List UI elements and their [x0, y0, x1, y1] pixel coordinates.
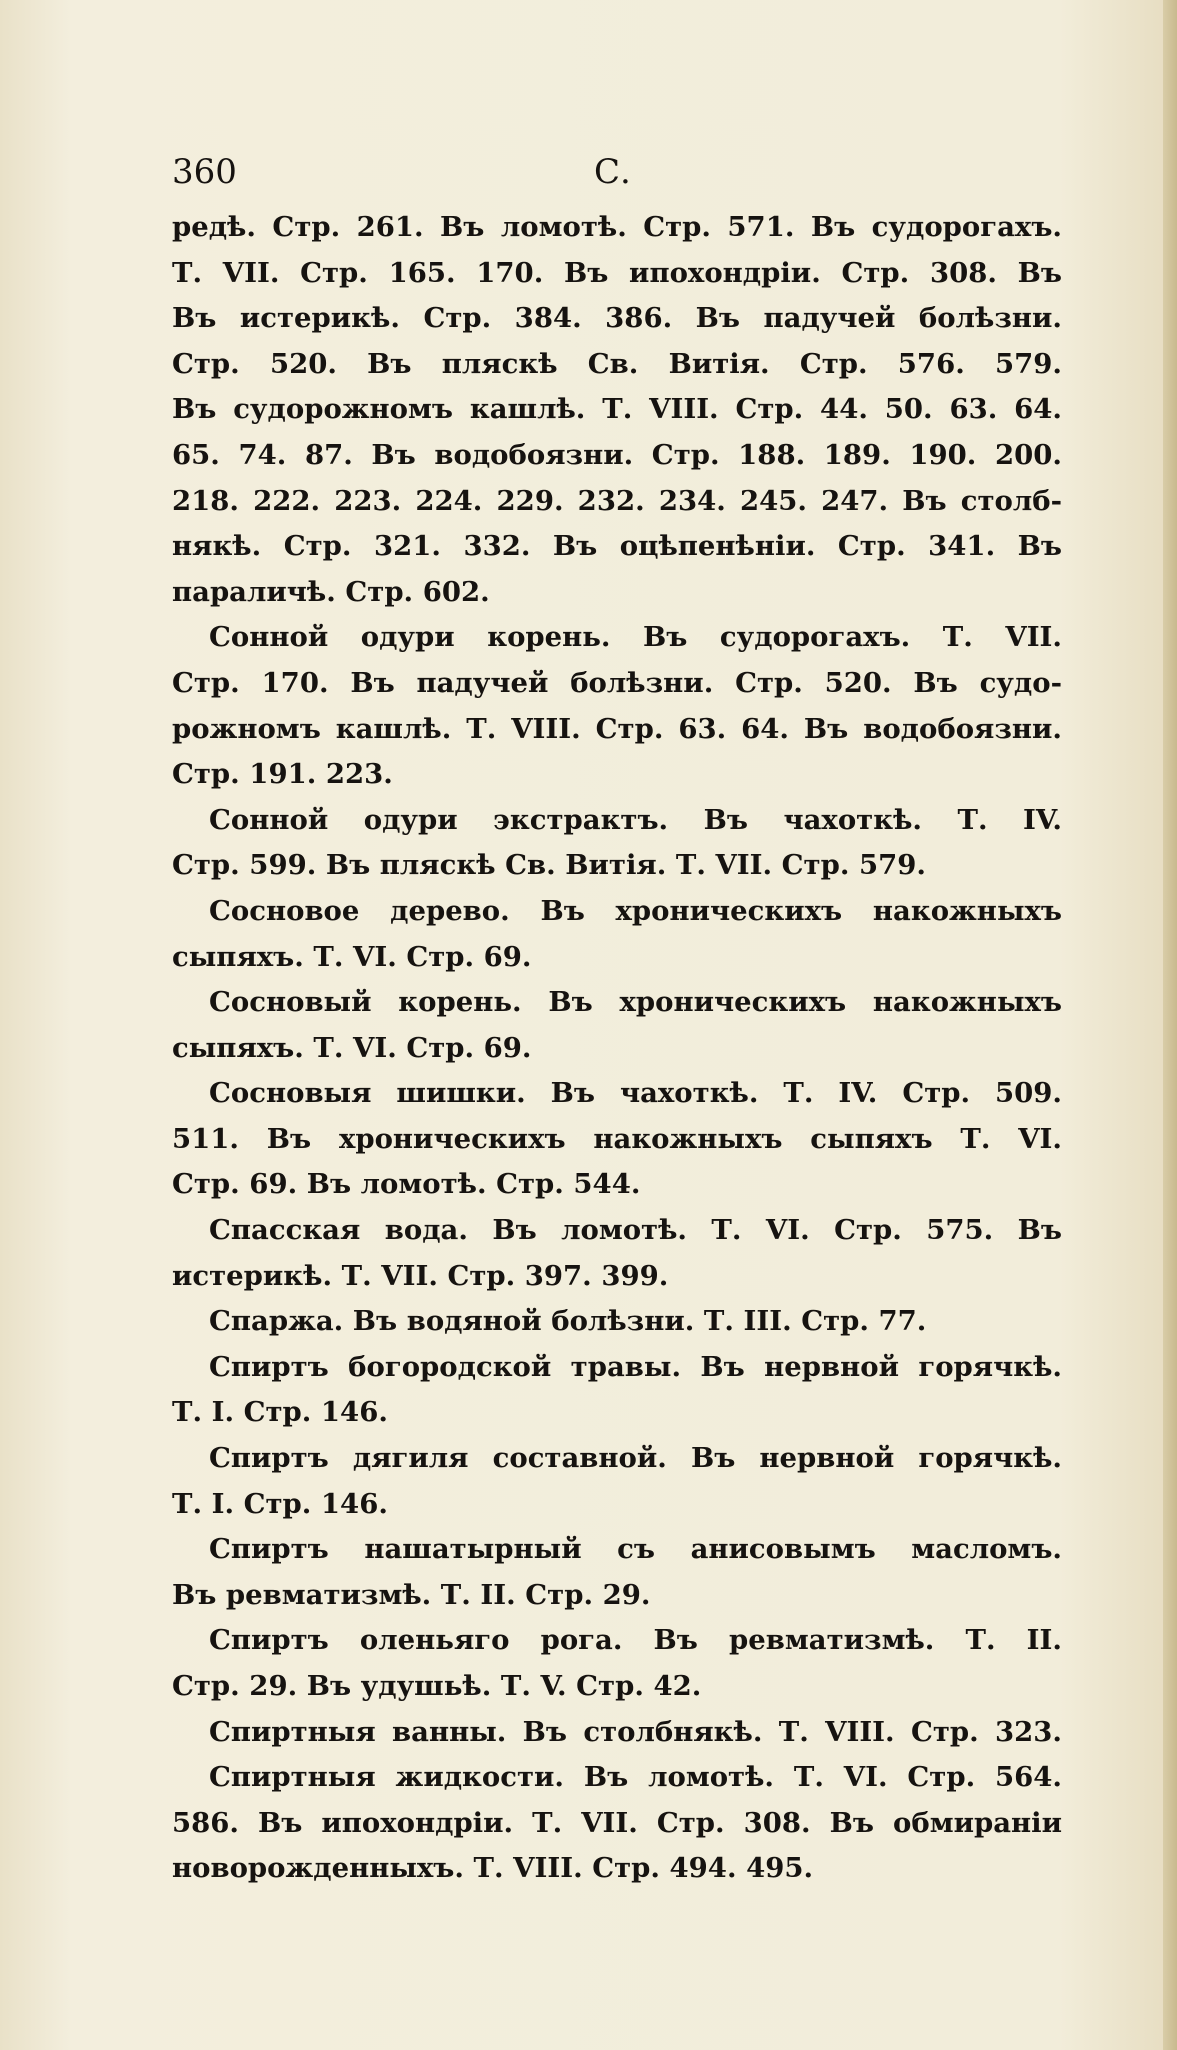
entry-first-line: Сонной одури корень. Въ судорогахъ. Т. VII.: [209, 621, 1062, 654]
index-text: [172, 205, 1062, 1892]
entry-first-line: Спиртъ богородской травы. Въ нервной горячкѣ.: [209, 1350, 1062, 1383]
text-line: рожномъ кашлѣ. Т. VIII. Стр. 63. 64. Въ водобоязни.: [172, 712, 1062, 745]
page-number: 360: [172, 152, 237, 192]
entry-first-line: Спиртныя ванны. Въ столбнякѣ. Т. VIII. Стр. 323.: [209, 1715, 1062, 1748]
text-line: Стр. 520. Въ пляскѣ Св. Витія. Стр. 576. 579.: [172, 347, 1062, 380]
page-edge: [1163, 0, 1177, 2050]
text-line: 218. 222. 223. 224. 229. 232. 234. 245. 247. Въ столб-: [172, 484, 1062, 517]
entry-first-line: Сосновое дерево. Въ хроническихъ накожныхъ: [209, 894, 1062, 927]
running-header: [172, 152, 1062, 202]
text-line: Въ судорожномъ кашлѣ. Т. VIII. Стр. 44. 50. 63. 64.: [172, 393, 1062, 426]
text-line: Т. VII. Стр. 165. 170. Въ ипохондріи. Стр. 308. Въ: [172, 256, 1062, 289]
text-line: Стр. 599. Въ пляскѣ Св. Витія. Т. VII. Стр. 579.: [172, 849, 926, 882]
text-line: 586. Въ ипохондріи. Т. VII. Стр. 308. Въ обмираніи: [172, 1806, 1062, 1839]
entry-first-line: Сосновый корень. Въ хроническихъ накожныхъ: [209, 986, 1062, 1019]
text-line: новорожденныхъ. Т. VIII. Стр. 494. 495.: [172, 1852, 814, 1885]
entry-first-line: Сосновыя шишки. Въ чахоткѣ. Т. IV. Стр. 509.: [209, 1077, 1062, 1110]
text-line: някѣ. Стр. 321. 332. Въ оцѣпенѣніи. Стр. 341. Въ: [172, 530, 1062, 563]
text-line: 65. 74. 87. Въ водобоязни. Стр. 188. 189. 190. 200.: [172, 438, 1062, 471]
entry-first-line: Спиртъ дягиля составной. Въ нервной горячкѣ.: [209, 1442, 1062, 1475]
text-line: Въ истерикѣ. Стр. 384. 386. Въ падучей болѣзни.: [172, 302, 1062, 335]
text-line: сыпяхъ. Т. VI. Стр. 69.: [172, 940, 532, 973]
entry-first-line: Спиртныя жидкости. Въ ломотѣ. Т. VI. Стр. 564.: [209, 1761, 1062, 1794]
text-line: 511. Въ хроническихъ накожныхъ сыпяхъ Т. VI.: [172, 1122, 1062, 1155]
text-line: Т. I. Стр. 146.: [172, 1396, 388, 1429]
text-line: Стр. 69. Въ ломотѣ. Стр. 544.: [172, 1168, 641, 1201]
text-line: Т. I. Стр. 146.: [172, 1487, 388, 1520]
text-line: Стр. 191. 223.: [172, 758, 393, 791]
entry-first-line: Спиртъ оленьяго рога. Въ ревматизмѣ. Т. II.: [209, 1624, 1062, 1657]
text-line: редѣ. Стр. 261. Въ ломотѣ. Стр. 571. Въ судорогахъ.: [172, 211, 1062, 243]
text-line: истерикѣ. Т. VII. Стр. 397. 399.: [172, 1259, 669, 1292]
text-line: Стр. 29. Въ удушьѣ. Т. V. Стр. 42.: [172, 1670, 702, 1702]
text-line: параличѣ. Стр. 602.: [172, 575, 490, 608]
entry-first-line: Спасская вода. Въ ломотѣ. Т. VI. Стр. 575. Въ: [209, 1214, 1062, 1247]
text-line: Въ ревматизмѣ. Т. II. Стр. 29.: [172, 1578, 651, 1611]
text-line: сыпяхъ. Т. VI. Стр. 69.: [172, 1031, 532, 1064]
entry-first-line: Сонной одури экстрактъ. Въ чахоткѣ. Т. IV.: [209, 803, 1062, 836]
section-letter: С.: [594, 152, 631, 192]
entry-first-line: Спиртъ нашатырный съ анисовымъ масломъ.: [209, 1533, 1062, 1566]
text-line: Стр. 170. Въ падучей болѣзни. Стр. 520. Въ судо-: [172, 666, 1062, 699]
entry-first-line: Спаржа. Въ водяной болѣзни. Т. III. Стр. 77.: [209, 1305, 927, 1338]
